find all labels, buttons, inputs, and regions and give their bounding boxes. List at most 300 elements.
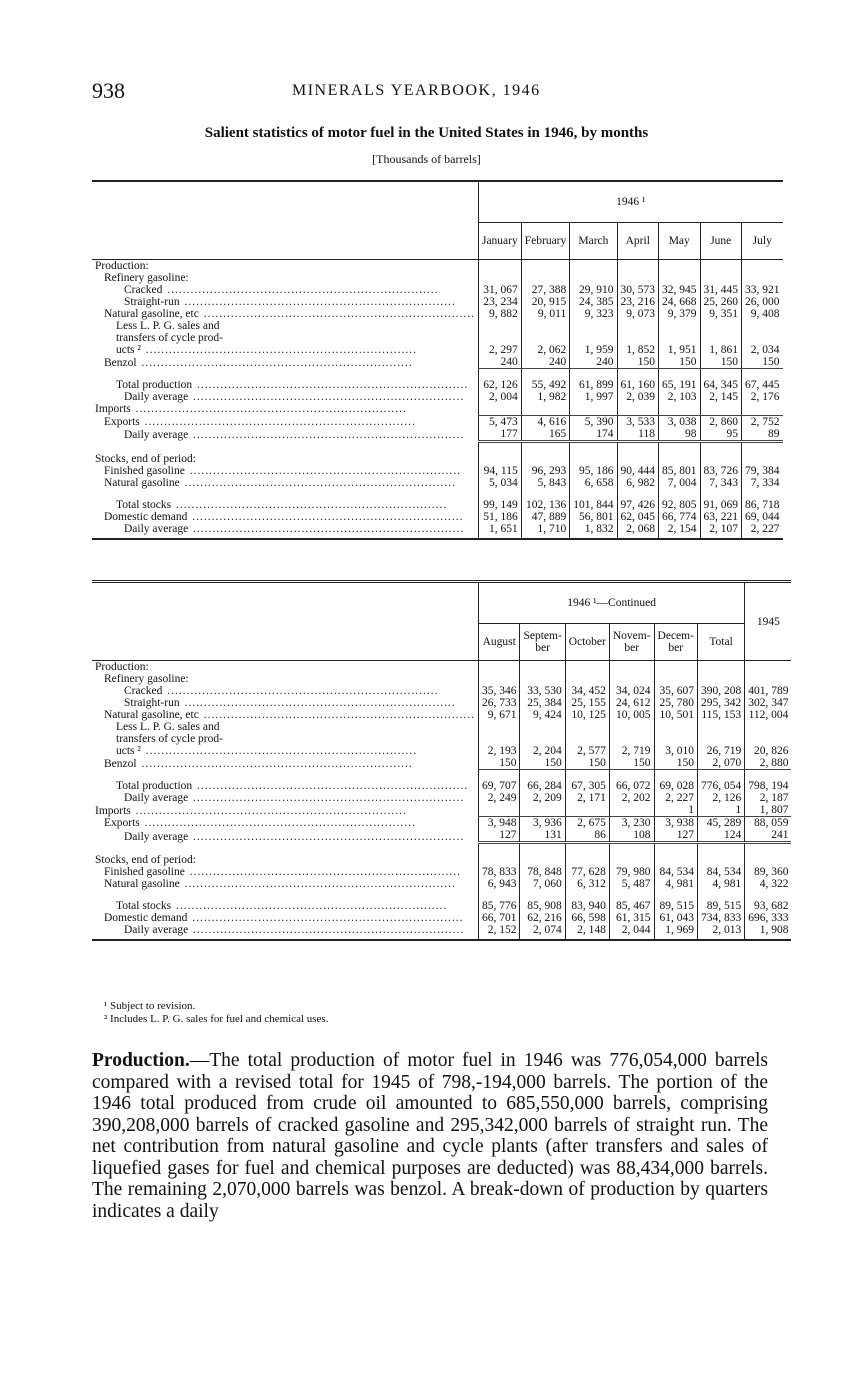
table-cell: 45, 289 — [697, 817, 744, 830]
row-label — [92, 661, 478, 674]
row-label — [92, 296, 478, 308]
table-cell: 1, 861 — [700, 344, 742, 356]
column-header: February — [521, 223, 570, 260]
spacer-row — [92, 489, 783, 499]
row-label — [92, 745, 478, 757]
table-cell — [565, 673, 609, 685]
column-header: April — [617, 223, 659, 260]
table-cell — [478, 733, 520, 745]
table-cell: 112, 004 — [745, 709, 792, 721]
table-cell — [745, 733, 792, 745]
table-cell: 66, 284 — [520, 780, 565, 792]
table-cell: 89, 515 — [697, 900, 744, 912]
table-cell: 6, 312 — [565, 878, 609, 890]
table-cell — [659, 453, 701, 465]
row-label — [92, 854, 478, 866]
table-row — [92, 511, 783, 523]
table-cell: 93, 682 — [745, 900, 792, 912]
table-cell: 2, 202 — [609, 792, 654, 804]
table-cell: 127 — [654, 829, 697, 843]
table-cell: 96, 293 — [521, 465, 570, 477]
table-cell — [742, 320, 783, 332]
table-cell: 124 — [697, 829, 744, 843]
table-cell: 66, 072 — [609, 780, 654, 792]
table-row — [92, 428, 783, 442]
table-cell: 88, 059 — [745, 817, 792, 830]
table-cell: 34, 452 — [565, 685, 609, 697]
table-cell: 66, 598 — [565, 912, 609, 924]
table-cell: 62, 126 — [478, 379, 521, 391]
table-cell: 9, 882 — [478, 308, 521, 320]
spacer-row — [92, 890, 791, 900]
table-cell: 25, 384 — [520, 697, 565, 709]
statistics-table-jan-jul — [92, 180, 783, 540]
table-cell: 2, 034 — [742, 344, 783, 356]
table-cell: 32, 945 — [659, 284, 701, 296]
table-cell: 67, 445 — [742, 379, 783, 391]
row-label-text: Straight-run — [124, 697, 180, 709]
table-cell — [745, 661, 792, 674]
table-cell — [617, 332, 659, 344]
table-cell: 5, 473 — [478, 415, 521, 428]
table-cell: 20, 915 — [521, 296, 570, 308]
row-label — [92, 511, 478, 523]
table-cell: 5, 843 — [521, 477, 570, 489]
table-cell: 84, 534 — [654, 866, 697, 878]
table-cell: 2, 004 — [478, 391, 521, 403]
table-subtitle: [Thousands of barrels] — [372, 152, 481, 166]
table-cell: 69, 044 — [742, 511, 783, 523]
table-row — [92, 344, 783, 356]
stub-header — [92, 181, 478, 260]
table-cell: 150 — [742, 356, 783, 369]
table-cell: 97, 426 — [617, 499, 659, 511]
body-paragraph — [92, 1050, 768, 1222]
table-cell: 1, 710 — [521, 523, 570, 539]
table-cell: 85, 467 — [609, 900, 654, 912]
row-label — [92, 403, 478, 415]
table-cell: 2, 675 — [565, 817, 609, 830]
table-cell — [654, 673, 697, 685]
table-cell: 31, 067 — [478, 284, 521, 296]
table-row — [92, 757, 791, 770]
table-cell: 7, 343 — [700, 477, 742, 489]
table-cell: 6, 658 — [570, 477, 617, 489]
table-cell — [609, 661, 654, 674]
column-header: Novem-ber — [609, 624, 654, 661]
row-label — [92, 260, 478, 273]
table-cell: 89 — [742, 428, 783, 442]
table-cell: 1, 852 — [617, 344, 659, 356]
table-cell: 1, 951 — [659, 344, 701, 356]
table-cell: 2, 227 — [742, 523, 783, 539]
table-cell: 86, 718 — [742, 499, 783, 511]
row-label-text: Total production — [116, 780, 193, 792]
row-label-text: Stocks, end of period: — [95, 452, 196, 465]
row-label — [92, 499, 478, 511]
table-cell: 5, 487 — [609, 878, 654, 890]
spacer-row — [92, 843, 791, 855]
table-cell: 2, 209 — [520, 792, 565, 804]
table-cell — [654, 854, 697, 866]
table-cell: 101, 844 — [570, 499, 617, 511]
table-cell: 5, 034 — [478, 477, 521, 489]
column-header: May — [659, 223, 701, 260]
table-row — [92, 523, 783, 539]
table-cell — [609, 733, 654, 745]
table-row — [92, 733, 791, 745]
table-cell — [654, 661, 697, 674]
table-cell: 2, 752 — [742, 415, 783, 428]
table-cell: 798, 194 — [745, 780, 792, 792]
row-label — [92, 344, 478, 356]
table-cell: 9, 379 — [659, 308, 701, 320]
table-cell: 9, 011 — [521, 308, 570, 320]
table-cell: 64, 345 — [700, 379, 742, 391]
table-cell: 26, 733 — [478, 697, 520, 709]
spacer-row — [92, 441, 783, 453]
running-title: MINERALS YEARBOOK, 1946 — [292, 82, 541, 99]
table-row — [92, 391, 783, 403]
table-cell: 2, 227 — [654, 792, 697, 804]
row-label — [92, 878, 478, 890]
table-row — [92, 465, 783, 477]
table-cell: 9, 073 — [617, 308, 659, 320]
row-label — [92, 900, 478, 912]
table-cell — [478, 854, 520, 866]
table-cell: 1, 832 — [570, 523, 617, 539]
footnote: ¹ Subject to revision. — [104, 1000, 196, 1012]
row-label — [92, 428, 478, 442]
table-cell: 4, 981 — [654, 878, 697, 890]
table-cell: 65, 191 — [659, 379, 701, 391]
row-label-text: ucts ² — [116, 344, 141, 356]
table-cell: 131 — [520, 829, 565, 843]
row-label — [92, 721, 478, 733]
table-cell: 2, 044 — [609, 924, 654, 940]
row-label-text: Exports — [104, 817, 140, 829]
table-cell: 2, 154 — [659, 523, 701, 539]
table-row — [92, 499, 783, 511]
table-cell — [742, 272, 783, 284]
table-cell: 2, 074 — [520, 924, 565, 940]
table-cell — [570, 403, 617, 415]
table-cell: 734, 833 — [697, 912, 744, 924]
table-cell: 6, 982 — [617, 477, 659, 489]
table-cell — [520, 661, 565, 674]
paragraph-text: —The total production of motor fuel in 1946 was 776,054,000 barrels compared with a revised total for 1945 of 798,-194,000 barrels. The portion of the 1946 total produced from crude oil amounted to 685,550,000 barrels, comprising 390,208,000 barrels of cracked gasoline and 295,342,000 barrels of straight run. The net contribution from natural gasoline and cycle plants (after transfers and sales of liquefied gases for fuel and chemical purposes are deducted) was 88,434,000 barrels. The remaining 2,070,000 barrels was benzol. A break-down of production by quarters indicates a daily — [92, 1050, 768, 1222]
table-row — [92, 673, 791, 685]
table-cell: 240 — [570, 356, 617, 369]
row-label-text: Domestic demand — [104, 510, 188, 523]
table-row — [92, 320, 783, 332]
table-cell: 34, 024 — [609, 685, 654, 697]
table-row — [92, 709, 791, 721]
row-label — [92, 415, 478, 428]
row-label — [92, 320, 478, 332]
table-cell: 150 — [659, 356, 701, 369]
table-cell: 1, 997 — [570, 391, 617, 403]
table-cell: 2, 204 — [520, 745, 565, 757]
table-row — [92, 272, 783, 284]
table-cell: 1, 807 — [745, 804, 792, 817]
row-label — [92, 792, 478, 804]
column-header: July — [742, 223, 783, 260]
table-cell: 108 — [609, 829, 654, 843]
table-cell: 240 — [478, 356, 521, 369]
table-cell: 2, 577 — [565, 745, 609, 757]
row-label-text: Natural gasoline, etc — [104, 308, 199, 320]
table-cell: 84, 534 — [697, 866, 744, 878]
table-cell: 6, 943 — [478, 878, 520, 890]
table-cell — [700, 260, 742, 273]
table-cell: 79, 384 — [742, 465, 783, 477]
table-cell — [521, 332, 570, 344]
row-label-text: Less L. P. G. sales and — [116, 721, 220, 733]
table-cell: 90, 444 — [617, 465, 659, 477]
table-cell: 25, 260 — [700, 296, 742, 308]
table-cell — [617, 272, 659, 284]
table-cell — [697, 721, 744, 733]
table-cell — [742, 403, 783, 415]
table-cell — [659, 403, 701, 415]
table-cell: 33, 530 — [520, 685, 565, 697]
table-body — [92, 661, 791, 941]
table-cell: 61, 315 — [609, 912, 654, 924]
table-row — [92, 721, 791, 733]
row-label — [92, 477, 478, 489]
column-header: Total — [697, 624, 744, 661]
table-cell: 3, 230 — [609, 817, 654, 830]
table-cell: 1, 908 — [745, 924, 792, 940]
table-row — [92, 403, 783, 415]
column-header: August — [478, 624, 520, 661]
table-cell: 62, 045 — [617, 511, 659, 523]
group-header: 1946 ¹ — [478, 181, 782, 223]
table-row — [92, 804, 791, 817]
table-cell — [659, 320, 701, 332]
table-cell — [697, 661, 744, 674]
row-label-text: ucts ² — [116, 745, 141, 757]
table-cell: 1, 959 — [570, 344, 617, 356]
row-label — [92, 673, 478, 685]
table-cell: 56, 801 — [570, 511, 617, 523]
row-label-text: transfers of cycle prod- — [116, 733, 223, 745]
table-row — [92, 260, 783, 273]
table-cell — [565, 661, 609, 674]
row-label — [92, 709, 478, 721]
table-cell: 63, 221 — [700, 511, 742, 523]
table-cell: 24, 612 — [609, 697, 654, 709]
table-cell — [565, 854, 609, 866]
table-cell: 47, 889 — [521, 511, 570, 523]
paragraph-heading: Production. — [92, 1050, 190, 1071]
row-label-text: Benzol — [104, 356, 137, 369]
table-cell: 3, 533 — [617, 415, 659, 428]
table-cell: 7, 060 — [520, 878, 565, 890]
table-cell — [609, 854, 654, 866]
table-cell: 61, 899 — [570, 379, 617, 391]
table-cell: 696, 333 — [745, 912, 792, 924]
row-label — [92, 780, 478, 792]
row-label-text: Stocks, end of period: — [95, 854, 196, 866]
statistics-table-aug-total — [92, 580, 791, 941]
row-label-text: transfers of cycle prod- — [116, 332, 223, 344]
table-cell: 776, 054 — [697, 780, 744, 792]
table-cell: 86 — [565, 829, 609, 843]
table-cell — [521, 403, 570, 415]
table-cell — [478, 320, 521, 332]
table-cell: 2, 193 — [478, 745, 520, 757]
table-cell — [742, 332, 783, 344]
table-row — [92, 912, 791, 924]
table-cell: 55, 492 — [521, 379, 570, 391]
table-cell — [742, 260, 783, 273]
table-cell: 295, 342 — [697, 697, 744, 709]
table-cell: 241 — [745, 829, 792, 843]
table-cell: 3, 948 — [478, 817, 520, 830]
table-row — [92, 415, 783, 428]
table-cell: 91, 069 — [700, 499, 742, 511]
table-cell: 2, 145 — [700, 391, 742, 403]
table-cell: 118 — [617, 428, 659, 442]
table-row — [92, 780, 791, 792]
table-cell: 150 — [654, 757, 697, 770]
table-cell: 2, 187 — [745, 792, 792, 804]
row-label-text: Benzol — [104, 757, 137, 770]
row-label — [92, 697, 478, 709]
table-cell: 2, 070 — [697, 757, 744, 770]
table-cell — [565, 721, 609, 733]
row-label — [92, 924, 478, 940]
table-cell: 2, 297 — [478, 344, 521, 356]
table-cell: 61, 043 — [654, 912, 697, 924]
table-cell: 35, 607 — [654, 685, 697, 697]
table-cell — [478, 661, 520, 674]
table-cell: 2, 719 — [609, 745, 654, 757]
table-row — [92, 697, 791, 709]
table-cell: 2, 126 — [697, 792, 744, 804]
table-cell: 78, 833 — [478, 866, 520, 878]
table-cell: 51, 186 — [478, 511, 521, 523]
table-body — [92, 260, 783, 539]
row-label — [92, 332, 478, 344]
spacer-row — [92, 770, 791, 781]
table-cell: 1 — [654, 804, 697, 817]
table-cell — [565, 733, 609, 745]
table-cell: 2, 171 — [565, 792, 609, 804]
row-label — [92, 356, 478, 369]
table-cell: 23, 216 — [617, 296, 659, 308]
row-label — [92, 912, 478, 924]
table-cell — [478, 332, 521, 344]
row-label — [92, 733, 478, 745]
table-cell: 92, 805 — [659, 499, 701, 511]
row-label-text: Exports — [104, 415, 140, 428]
table-cell — [659, 272, 701, 284]
row-label — [92, 453, 478, 465]
table-cell — [654, 721, 697, 733]
table-cell: 2, 107 — [700, 523, 742, 539]
row-label — [92, 379, 478, 391]
table-row — [92, 296, 783, 308]
table-cell: 77, 628 — [565, 866, 609, 878]
footnotes — [104, 1000, 328, 1026]
stub-header — [92, 582, 478, 661]
row-label-text: Cracked — [124, 284, 163, 296]
table-cell: 23, 234 — [478, 296, 521, 308]
column-header: March — [570, 223, 617, 260]
table-row — [92, 900, 791, 912]
column-header: June — [700, 223, 742, 260]
row-label-text: Daily average — [124, 391, 189, 403]
table-cell — [520, 854, 565, 866]
table-cell — [617, 260, 659, 273]
table-cell — [697, 673, 744, 685]
column-header-1945: 1945 — [745, 582, 792, 661]
table-cell: 9, 671 — [478, 709, 520, 721]
row-label-text: Cracked — [124, 685, 163, 697]
spacer-row — [92, 369, 783, 380]
row-label — [92, 866, 478, 878]
table-row — [92, 661, 791, 674]
table-cell: 165 — [521, 428, 570, 442]
table-cell — [520, 804, 565, 817]
row-label — [92, 685, 478, 697]
table-cell — [659, 332, 701, 344]
table-cell: 102, 136 — [521, 499, 570, 511]
table-cell: 150 — [520, 757, 565, 770]
table-cell: 9, 408 — [742, 308, 783, 320]
row-label-text: Total stocks — [116, 498, 172, 511]
row-label — [92, 465, 478, 477]
table-cell: 10, 005 — [609, 709, 654, 721]
table-cell: 3, 038 — [659, 415, 701, 428]
row-label-text: Daily average — [124, 522, 189, 535]
table-cell — [697, 854, 744, 866]
table-cell: 150 — [617, 356, 659, 369]
table-cell — [745, 721, 792, 733]
table-cell: 66, 701 — [478, 912, 520, 924]
table-cell — [478, 453, 521, 465]
group-header: 1946 ¹—Continued — [478, 582, 744, 624]
row-label-text: Refinery gasoline: — [104, 272, 189, 284]
row-label — [92, 284, 478, 296]
table-row — [92, 685, 791, 697]
row-label — [92, 391, 478, 403]
table-cell: 2, 176 — [742, 391, 783, 403]
table-cell — [521, 260, 570, 273]
row-label-text: Finished gasoline — [104, 866, 185, 878]
table-cell: 2, 249 — [478, 792, 520, 804]
table-cell: 29, 910 — [570, 284, 617, 296]
table-cell — [478, 260, 521, 273]
table-cell — [521, 272, 570, 284]
table-cell — [521, 453, 570, 465]
row-label-text: Less L. P. G. sales and — [116, 320, 220, 332]
row-label-text: Daily average — [124, 429, 189, 441]
table-cell — [478, 272, 521, 284]
column-header: October — [565, 624, 609, 661]
table-cell — [745, 673, 792, 685]
table-cell: 66, 774 — [659, 511, 701, 523]
row-label — [92, 523, 478, 539]
table-cell: 2, 148 — [565, 924, 609, 940]
table-cell — [617, 320, 659, 332]
table-cell: 61, 160 — [617, 379, 659, 391]
table-row — [92, 284, 783, 296]
table-cell: 24, 385 — [570, 296, 617, 308]
